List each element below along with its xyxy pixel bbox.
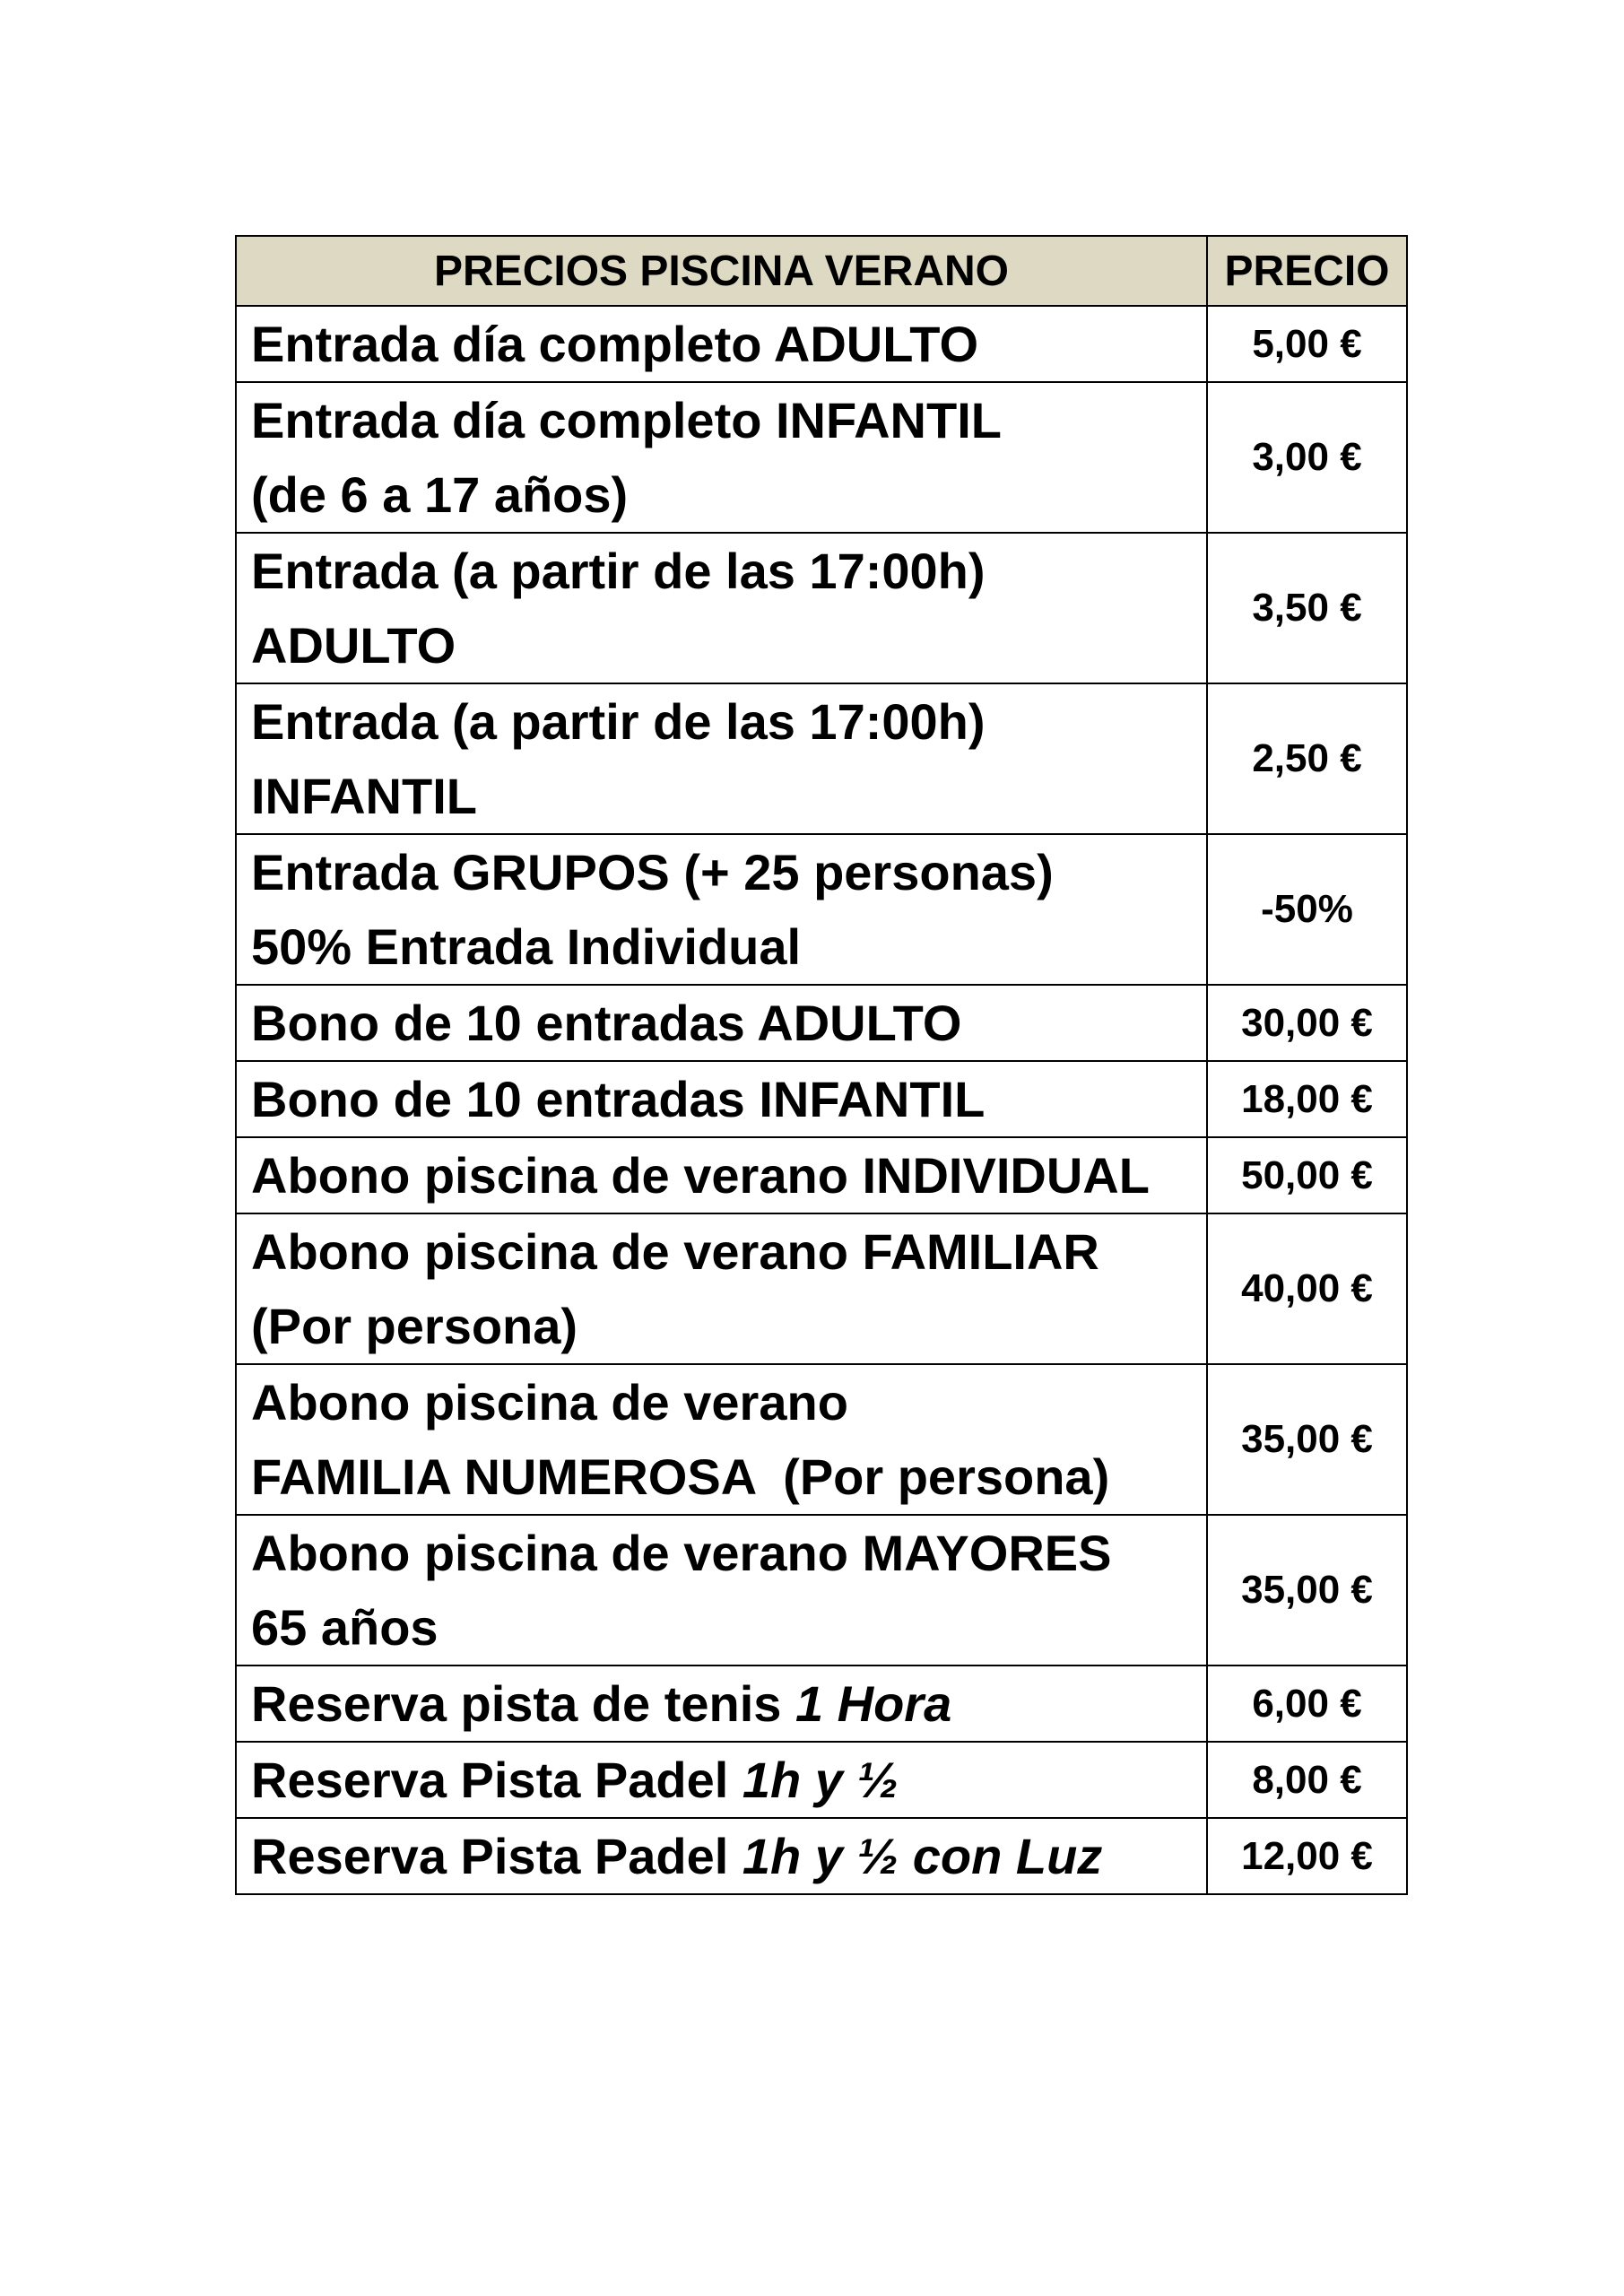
item-price: 12,00 € — [1207, 1818, 1407, 1894]
table-row — [236, 1665, 1407, 1742]
table-row — [236, 382, 1407, 533]
table-title-header: PRECIOS PISCINA VERANO — [236, 236, 1207, 306]
description-line — [251, 1819, 1206, 1893]
item-price: 40,00 € — [1207, 1213, 1407, 1364]
item-price: 18,00 € — [1207, 1061, 1407, 1137]
item-description — [236, 834, 1207, 985]
item-description — [236, 683, 1207, 834]
item-description — [236, 1515, 1207, 1665]
item-price: 5,00 € — [1207, 306, 1407, 382]
description-text: Abono piscina de verano FAMILIAR — [251, 1223, 1099, 1280]
description-text: Abono piscina de verano — [251, 1374, 848, 1431]
description-text: 65 años — [251, 1599, 439, 1656]
description-line — [251, 1062, 1206, 1136]
description-line — [251, 684, 1206, 759]
description-line — [251, 1590, 1206, 1665]
description-italic-text: 1h y ½ con Luz — [742, 1828, 1103, 1884]
description-line — [251, 986, 1206, 1060]
table-row — [236, 985, 1407, 1061]
description-line — [251, 1214, 1206, 1289]
description-text: Entrada (a partir de las 17:00h) — [251, 543, 986, 599]
description-text: Reserva pista de tenis — [251, 1675, 795, 1732]
item-description — [236, 1061, 1207, 1137]
item-price: 8,00 € — [1207, 1742, 1407, 1818]
description-text: Bono de 10 entradas ADULTO — [251, 995, 962, 1051]
table-row — [236, 1137, 1407, 1213]
description-text: Entrada GRUPOS (+ 25 personas) — [251, 844, 1054, 900]
price-table — [235, 235, 1408, 1895]
description-text: (de 6 a 17 años) — [251, 466, 629, 523]
table-row — [236, 1213, 1407, 1364]
description-text: Entrada día completo ADULTO — [251, 316, 979, 372]
description-italic-text: 1 Hora — [795, 1675, 952, 1732]
description-line — [251, 1743, 1206, 1817]
table-row — [236, 306, 1407, 382]
description-text: Entrada (a partir de las 17:00h) — [251, 693, 986, 750]
item-price: 35,00 € — [1207, 1515, 1407, 1665]
description-text: Reserva Pista Padel — [251, 1828, 743, 1884]
description-text: ADULTO — [251, 617, 456, 674]
description-line — [251, 835, 1206, 909]
price-rows — [236, 306, 1407, 1894]
item-price: 50,00 € — [1207, 1137, 1407, 1213]
description-line — [251, 534, 1206, 608]
description-text: FAMILIA NUMEROSA (Por persona) — [251, 1448, 1110, 1505]
item-description — [236, 985, 1207, 1061]
description-text: 50% Entrada Individual — [251, 918, 802, 975]
description-text: (Por persona) — [251, 1298, 578, 1354]
item-description — [236, 1364, 1207, 1515]
table-row — [236, 533, 1407, 683]
item-price: 2,50 € — [1207, 683, 1407, 834]
item-price: 3,50 € — [1207, 533, 1407, 683]
item-description — [236, 1213, 1207, 1364]
description-line — [251, 1439, 1206, 1514]
description-text: Entrada día completo INFANTIL — [251, 392, 1002, 448]
item-price: -50% — [1207, 834, 1407, 985]
description-text: Abono piscina de verano INDIVIDUAL — [251, 1147, 1150, 1204]
item-price: 30,00 € — [1207, 985, 1407, 1061]
table-row — [236, 1364, 1407, 1515]
header-row — [236, 236, 1407, 306]
price-column-header: PRECIO — [1207, 236, 1407, 306]
item-price: 35,00 € — [1207, 1364, 1407, 1515]
item-description — [236, 306, 1207, 382]
description-text: Reserva Pista Padel — [251, 1752, 743, 1808]
description-line — [251, 909, 1206, 984]
description-line — [251, 608, 1206, 683]
description-line — [251, 1365, 1206, 1439]
item-description — [236, 533, 1207, 683]
description-line — [251, 307, 1206, 381]
description-line — [251, 1666, 1206, 1741]
description-text: Abono piscina de verano MAYORES — [251, 1525, 1112, 1581]
item-description — [236, 1137, 1207, 1213]
item-description — [236, 1742, 1207, 1818]
table-row — [236, 1515, 1407, 1665]
table-row — [236, 1742, 1407, 1818]
item-description — [236, 382, 1207, 533]
item-description — [236, 1665, 1207, 1742]
description-line — [251, 457, 1206, 532]
description-line — [251, 383, 1206, 457]
item-price: 3,00 € — [1207, 382, 1407, 533]
table-row — [236, 1818, 1407, 1894]
description-text: Bono de 10 entradas INFANTIL — [251, 1071, 986, 1127]
table-row — [236, 1061, 1407, 1137]
table-row — [236, 683, 1407, 834]
item-description — [236, 1818, 1207, 1894]
description-text: INFANTIL — [251, 768, 477, 824]
description-line — [251, 1138, 1206, 1213]
table-row — [236, 834, 1407, 985]
description-italic-text: 1h y ½ — [742, 1752, 899, 1808]
description-line — [251, 1516, 1206, 1590]
description-line — [251, 759, 1206, 833]
description-line — [251, 1289, 1206, 1363]
item-price: 6,00 € — [1207, 1665, 1407, 1742]
